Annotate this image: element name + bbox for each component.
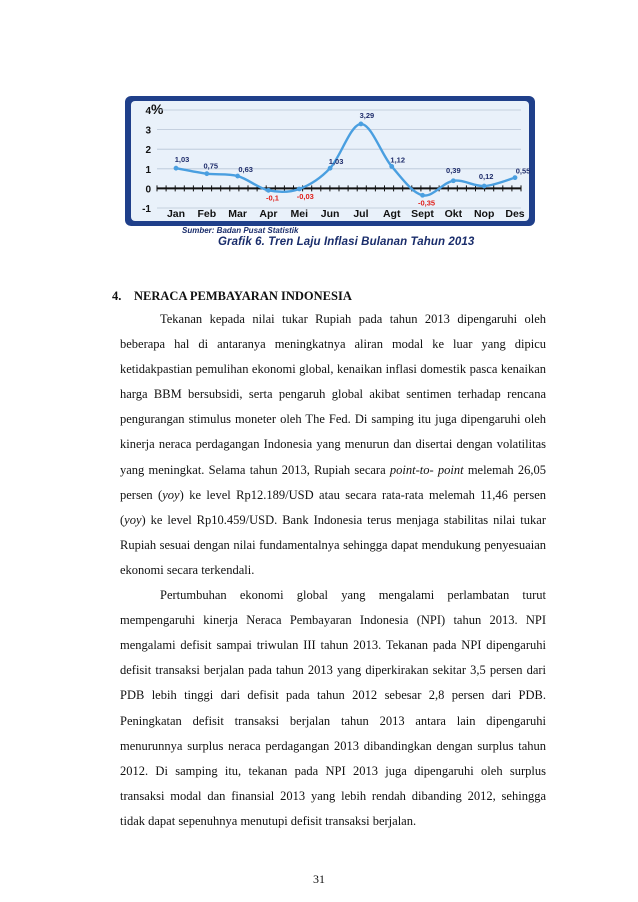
section-number: 4.: [112, 289, 122, 303]
data-label: 1,12: [390, 155, 406, 165]
y-unit-label: %: [151, 101, 164, 117]
page-number: 31: [313, 872, 325, 886]
p2-line-8: 2012. Di samping itu, tekanan pada NPI 2013 juga dipengaruhi oleh surplus: [120, 763, 546, 778]
paragraph-2: [120, 583, 546, 834]
y-tick-label: 1: [145, 164, 151, 176]
inflation-chart: [125, 96, 535, 226]
x-tick-label: Agt: [382, 208, 401, 220]
p2-line-10: tidak dapat sepenuhnya menutupi defisit transaksi berjalan.: [120, 813, 417, 828]
x-axis: [157, 185, 521, 191]
data-label: 1,03: [174, 155, 190, 165]
p1-line-6: dipengaruhi oleh kinerja neraca perdagangan Indonesia yang menurun dan disertai: [120, 412, 547, 452]
inflation-chart-svg: [125, 96, 535, 226]
x-tick-label: Okt: [444, 208, 463, 220]
p1-line-1: Tekanan kepada nilai tukar Rupiah pada tahun 2013 dipengaruhi oleh: [160, 312, 546, 326]
chart-caption: Grafik 6. Tren Laju Inflasi Bulanan Tahun 2013: [218, 236, 475, 248]
p1-line-10: menjaga stabilitas nilai tukar Rupiah sesuai dengan nilai fundamentalnya sehingga: [120, 512, 546, 552]
x-tick-label: Feb: [197, 208, 217, 220]
data-label: 3,29: [359, 110, 375, 120]
data-label: 0,39: [446, 165, 461, 175]
data-label: 0,12: [478, 172, 494, 182]
data-label: -0,1: [265, 193, 279, 203]
data-point: [513, 175, 518, 180]
y-tick-label: 2: [145, 145, 151, 157]
data-point: [266, 188, 271, 193]
italic-point-to: point-to-: [389, 462, 434, 477]
p2-line-9: transaksi modal dan finansial 2013 yang lebih rendah dibanding 2012, sehingga: [120, 788, 546, 803]
x-tick-label: Apr: [259, 208, 278, 220]
italic-yoy-1: yoy: [162, 487, 180, 502]
p1-line-2: beberapa hal di antaranya meningkatnya aliran modal ke luar yang dipicu: [120, 337, 546, 352]
paragraph-1: [120, 307, 546, 583]
data-point: [389, 164, 394, 169]
p1-line-8: melemah 26,05 persen (: [120, 462, 546, 502]
y-tick-label: 3: [145, 125, 151, 137]
data-label: -0,03: [296, 191, 314, 201]
p2-line-1: Pertumbuhan ekonomi global yang mengalami perlambatan turut: [160, 588, 546, 603]
data-point: [235, 174, 240, 179]
p1-line-11: dapat mendukung penyesuaian ekonomi secara terkendali.: [120, 537, 546, 577]
data-label: -0,35: [417, 198, 436, 208]
p1-line-4: kenaikan harga BBM bersubsidi, serta pengaruh global akibat sentimen terhadap: [120, 362, 546, 402]
x-tick-label: Jan: [166, 208, 186, 220]
p1-line-8b: ) ke level Rp12.189/USD atau secara rata-rata: [179, 487, 424, 502]
data-point: [174, 166, 179, 171]
italic-yoy-2: yoy: [124, 512, 142, 527]
p2-line-3: mengalami defisit sampai triwulan III tahun 2013. Tekanan pada NPI dipengaruhi: [120, 638, 546, 653]
data-point: [482, 184, 487, 189]
section-title: NERACA PEMBAYARAN INDONESIA: [134, 289, 352, 303]
data-point: [420, 193, 425, 198]
p1-line-5: rencana pengurangan stimulus moneter oleh The Fed. Di samping itu juga: [120, 387, 547, 427]
p1-line-7: dengan volatilitas yang meningkat. Selama tahun 2013, Rupiah secara: [120, 437, 546, 477]
x-tick-label: Jul: [353, 208, 369, 220]
p1-line-3: ketidakpastian pemulihan ekonomi global, kenaikan inflasi domestik pasca: [120, 362, 498, 377]
p2-line-6: Peningkatan defisit transaksi berjalan tahun 2013 antara lain dipengaruhi: [120, 713, 546, 728]
data-label: 0,55: [515, 166, 531, 176]
y-tick-label: 4: [145, 106, 151, 117]
data-point: [297, 187, 302, 192]
data-point: [359, 122, 364, 127]
data-point: [328, 166, 333, 171]
x-tick-label: Mei: [290, 208, 309, 220]
section-heading: [112, 289, 352, 304]
data-label: 0,63: [238, 165, 253, 175]
italic-point: point: [437, 462, 464, 477]
p1-line-9: melemah 11,46 persen (: [120, 487, 546, 527]
p2-line-7: menurunnya surplus neraca perdagangan 2013 dibandingkan dengan surplus tahun: [120, 738, 546, 753]
data-label: 0,75: [203, 161, 219, 171]
y-tick-label: 0: [145, 184, 151, 196]
p2-line-5: PDB lebih tinggi dari defisit pada tahun 2012 sebesar 2,8 persen dari PDB.: [120, 688, 546, 703]
x-tick-label: Jun: [320, 208, 340, 220]
chart-source: Sumber: Badan Pusat Statistik: [182, 226, 299, 235]
data-label: 1,03: [328, 157, 344, 167]
data-point: [204, 171, 209, 176]
p1-line-9b: ) ke level Rp10.459/USD. Bank Indonesia terus: [141, 512, 392, 527]
y-tick-label: -1: [142, 204, 151, 215]
data-point: [451, 178, 456, 183]
x-tick-label: Mar: [228, 208, 247, 220]
body-text: [120, 307, 546, 834]
x-tick-label: Des: [505, 208, 525, 220]
p2-line-2: mempengaruhi kinerja Neraca Pembayaran Indonesia (NPI) tahun 2013. NPI: [120, 613, 546, 628]
p2-line-4: defisit transaksi berjalan pada tahun 2013 yang diperkirakan sekitar 3,5 persen dari: [120, 663, 546, 678]
x-tick-label: Nop: [473, 208, 495, 220]
x-tick-label: Sept: [411, 208, 434, 220]
